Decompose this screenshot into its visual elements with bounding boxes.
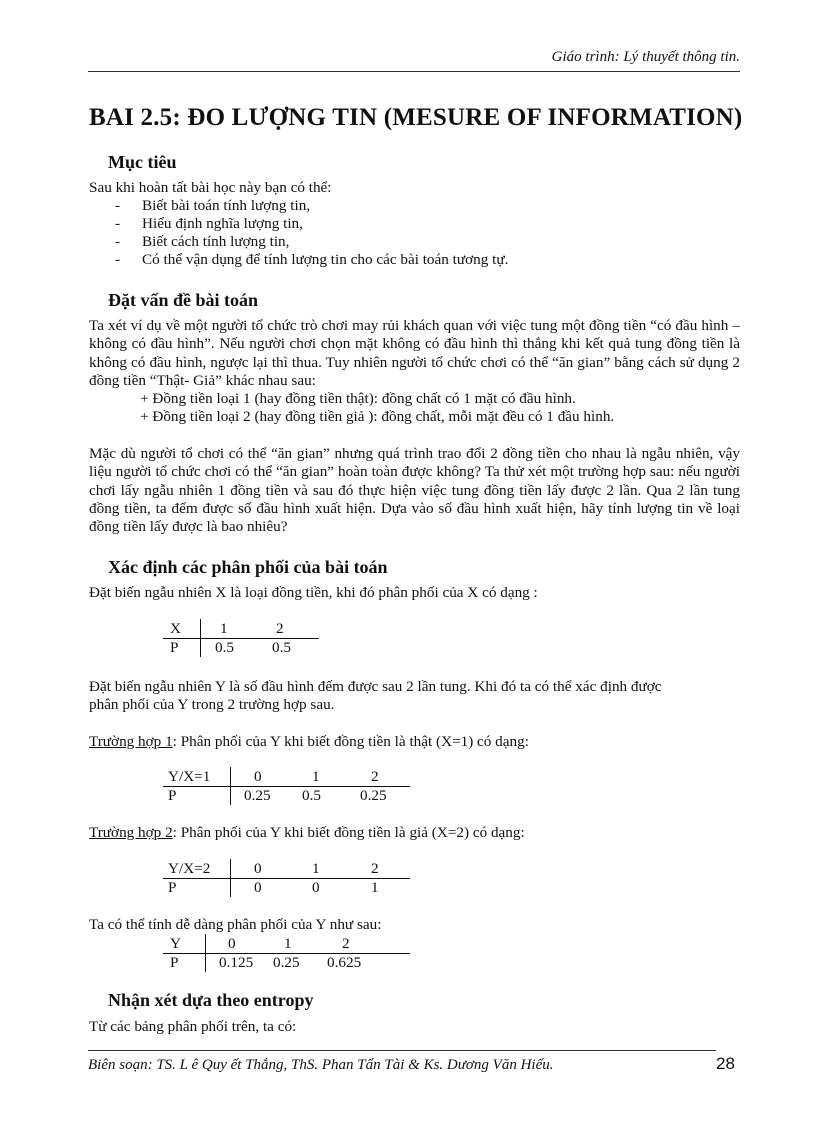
- problem-paragraph: Ta xét ví dụ về một người tổ chức trò chơi may rủi khách quan với việc tung một đồng tiền “có đầu hình – không có đầu hình”. Nếu người chơi chọn mặt không có đầu hình thì thắng khi kết quả tung đồng tiền là không có đầu hình, ngược lại thì thua. Tuy nhiên người tổ chức chơi có thể “ăn gian” bằng cách sử dụng 2 đồng tiền “Thật- Giả” khác nhau sau:: [89, 317, 740, 389]
- coin-type-2: + Đồng tiền loại 2 (hay đồng tiền giả ): đồng chất, mỗi mặt đều có 1 đầu hình.: [140, 408, 615, 425]
- goal-bullet-text: Có thể vận dụng để tính lượng tin cho các bài toán tương tự.: [142, 251, 509, 268]
- table-cell: 2: [342, 935, 350, 952]
- running-header: Giáo trình: Lý thuyết thông tin.: [551, 49, 740, 65]
- table-cell: 0: [254, 860, 262, 877]
- table-cell: Y: [170, 935, 181, 952]
- table-cell: X: [170, 620, 181, 637]
- table-cell: 0.5: [215, 639, 234, 656]
- case-2-label: Trường hợp 2: [89, 824, 173, 841]
- table-cell: P: [168, 879, 177, 896]
- problem-heading: Đặt vấn đề bài toán: [108, 290, 259, 310]
- bullet-dash: -: [115, 197, 121, 214]
- footer-rule: [88, 1050, 716, 1051]
- table-cell: Y/X=2: [168, 860, 211, 877]
- table-cell: 1: [312, 768, 320, 785]
- table-cell: 0.25: [273, 954, 300, 971]
- table-rule: [163, 786, 410, 787]
- y-total-intro: Ta có thể tính dễ dàng phân phối của Y như sau:: [89, 916, 382, 933]
- bullet-dash: -: [115, 251, 121, 268]
- y-distribution-intro: Đặt biến ngẫu nhiên Y là số đầu hình đếm được sau 2 lần tung. Khi đó ta có thể xác định được: [89, 678, 662, 695]
- goal-bullet-text: Biết cách tính lượng tin,: [142, 233, 290, 250]
- table-cell: 0: [254, 879, 262, 896]
- table-cell: 1: [371, 879, 379, 896]
- table-cell: 2: [371, 768, 379, 785]
- distribution-heading: Xác định các phân phối của bài toán: [108, 557, 388, 577]
- table-rule: [230, 859, 231, 897]
- table-rule: [163, 638, 319, 639]
- table-rule: [230, 767, 231, 805]
- coin-type-1: + Đồng tiền loại 1 (hay đồng tiền thật): đồng chất có 1 mặt có đầu hình.: [140, 390, 576, 407]
- table-cell: 0.5: [272, 639, 291, 656]
- case-2-line: [89, 824, 525, 842]
- bullet-dash: -: [115, 215, 121, 232]
- table-cell: 0: [312, 879, 320, 896]
- goal-intro: Sau khi hoàn tất bài học này bạn có thể:: [89, 179, 332, 196]
- goal-heading: Mục tiêu: [108, 152, 177, 172]
- table-cell: P: [168, 787, 177, 804]
- table-cell: P: [170, 639, 179, 656]
- table-cell: 1: [284, 935, 292, 952]
- case-1-line: [89, 733, 529, 751]
- table-cell: 0: [254, 768, 262, 785]
- table-cell: 0.625: [327, 954, 362, 971]
- case-1-label: Trường hợp 1: [89, 733, 173, 750]
- table-rule: [205, 934, 206, 972]
- table-cell: Y/X=1: [168, 768, 211, 785]
- entropy-text: Từ các bảng phân phối trên, ta có:: [89, 1018, 297, 1035]
- problem-paragraph-2: Mặc dù người tổ chơi có thể “ăn gian” nhưng quá trình trao đổi 2 đồng tiền cho nhau là ngẫu nhiên, vậy liệu người tổ chức chơi có thể “ăn gian” hoàn toàn được không? Ta thử xét một trường hợp sau: nếu người chơi lấy ngẫu nhiên 1 đồng tiền và sau đó thực hiện việc tung đồng tiền lấy được 2 lần. Qua 2 lần tung đồng tiền, ta đếm được số đầu hình xuất hiện. Dựa vào số đầu hình xuất hiện, hãy tính lượng tin về loại đồng tiền lấy được là bao nhiêu?: [89, 445, 740, 536]
- x-distribution-intro: Đặt biến ngẫu nhiên X là loại đồng tiền, khi đó phân phối của X có dạng :: [89, 584, 538, 601]
- table-cell: 0.5: [302, 787, 321, 804]
- case-2-text: : Phân phối của Y khi biết đồng tiền là giả (X=2) có dạng:: [172, 824, 525, 841]
- table-cell: 2: [276, 620, 284, 637]
- table-rule: [200, 619, 201, 657]
- y-distribution-intro: phân phối của Y trong 2 trường hợp sau.: [89, 696, 335, 713]
- header-rule: [88, 71, 740, 72]
- table-cell: 0.125: [219, 954, 254, 971]
- table-cell: 0: [228, 935, 236, 952]
- table-cell: 0.25: [360, 787, 387, 804]
- lesson-title: BAI 2.5: ĐO LƯỢNG TIN (MESURE OF INFORMATION): [89, 104, 743, 131]
- case-1-text: : Phân phối của Y khi biết đồng tiền là thật (X=1) có dạng:: [172, 733, 529, 750]
- table-cell: 0.25: [244, 787, 271, 804]
- footer-authors: Biên soạn: TS. L ê Quy ết Thắng, ThS. Phan Tấn Tài & Ks. Dương Văn Hiếu.: [88, 1057, 554, 1073]
- goal-bullet-text: Biết bài toán tính lượng tin,: [142, 197, 311, 214]
- table-cell: 1: [220, 620, 228, 637]
- table-cell: 1: [312, 860, 320, 877]
- entropy-heading: Nhận xét dựa theo entropy: [108, 990, 314, 1010]
- table-cell: 2: [371, 860, 379, 877]
- page-number: 28: [716, 1054, 735, 1073]
- goal-bullet-text: Hiểu định nghĩa lượng tin,: [142, 215, 303, 232]
- table-rule: [163, 878, 410, 879]
- bullet-dash: -: [115, 233, 121, 250]
- table-rule: [163, 953, 410, 954]
- table-cell: P: [170, 954, 179, 971]
